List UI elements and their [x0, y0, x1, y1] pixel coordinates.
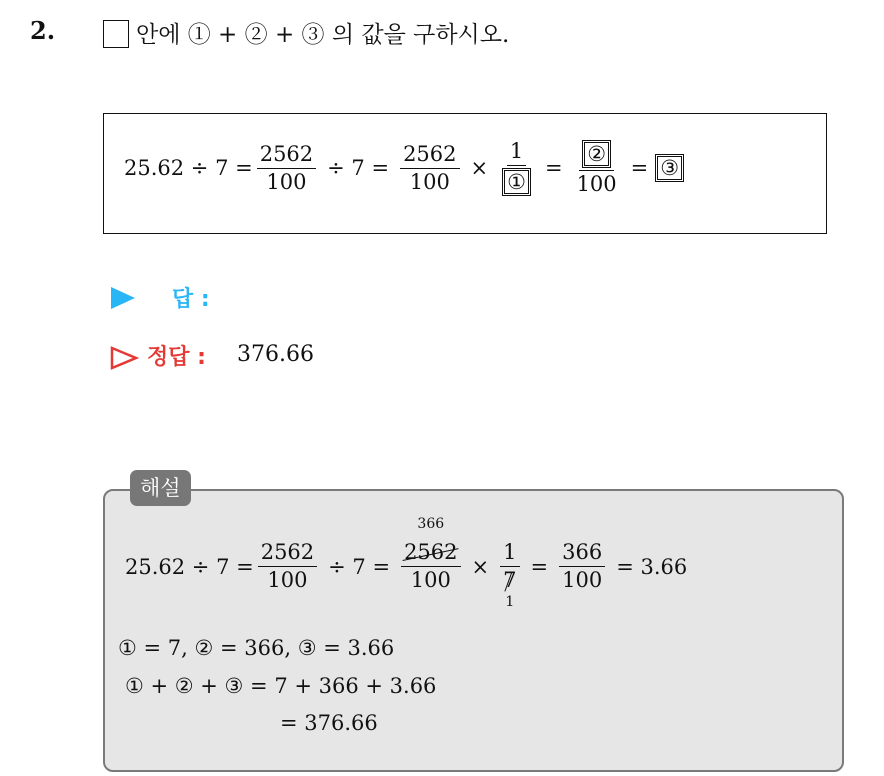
question-number: 2.: [30, 16, 56, 45]
fraction-3: [499, 140, 534, 196]
exp-fraction-4: [559, 541, 605, 592]
exp-fraction-1-den: 100: [267, 568, 308, 593]
exp-times-sign: ×: [471, 554, 490, 579]
cancel-bottom-value: 1: [505, 593, 515, 610]
solution-arrow-icon: [109, 345, 139, 371]
exp-result: = 3.66: [616, 554, 688, 579]
exp-fraction-2-num: 2562: [404, 540, 458, 564]
explanation-panel: [103, 489, 844, 772]
times-sign: ×: [470, 156, 489, 181]
equals-sign-1: =: [544, 156, 563, 181]
problem-equation: [124, 140, 684, 196]
exp-fraction-2: [401, 516, 460, 593]
exp-fraction-2-den: 100: [410, 568, 451, 593]
fraction-1-num: 2562: [257, 143, 316, 169]
fraction-4: [574, 140, 620, 196]
exp-fraction-3: [500, 540, 519, 610]
exp-fraction-4-den: 100: [562, 568, 603, 593]
fraction-3-num: 1: [507, 140, 526, 166]
solution-label: 정답 :: [147, 345, 206, 370]
blank-1-box: [502, 168, 531, 196]
blank-3-box: [655, 154, 684, 182]
cancel-top-value: 366: [417, 516, 445, 532]
exp-fraction-1: [258, 541, 317, 592]
answer-label: 답 :: [172, 287, 210, 312]
blank-2: ②: [584, 142, 609, 166]
solution-value: 376.66: [237, 342, 314, 367]
exp-start: 25.62 ÷ 7 =: [125, 554, 254, 579]
explanation-line-2: ① = 7, ② = 366, ③ = 3.66: [118, 636, 395, 660]
exp-divide-seven: ÷ 7 =: [328, 554, 391, 579]
fraction-2: [400, 143, 459, 194]
explanation-line-4: = 376.66: [280, 711, 378, 735]
exp-fraction-3-den: 7: [503, 568, 517, 593]
blank-box: [103, 20, 129, 48]
explanation-tag: 해설: [130, 470, 191, 506]
equals-sign-2: =: [630, 156, 649, 181]
exp-fraction-3-num: 1: [500, 541, 519, 567]
explanation-line-3: ① + ② + ③ = 7 + 366 + 3.66: [125, 674, 437, 698]
question-text: 안에 ① + ② + ③ 의 값을 구하시오.: [136, 22, 510, 48]
fraction-4-den: 100: [576, 172, 617, 197]
exp-equals-sign: =: [530, 554, 549, 579]
problem-start: 25.62 ÷ 7 =: [124, 156, 253, 181]
explanation-line-1: [125, 516, 694, 610]
exp-fraction-4-num: 366: [559, 541, 605, 567]
fraction-2-den: 100: [409, 169, 450, 194]
blank-3: ③: [657, 156, 682, 180]
answer-arrow-icon: [111, 287, 135, 309]
blank-2-box: [582, 140, 611, 168]
divide-seven: ÷ 7 =: [327, 156, 390, 181]
fraction-1-den: 100: [266, 169, 307, 194]
blank-1: ①: [504, 170, 529, 194]
fraction-2-num: 2562: [400, 143, 459, 169]
exp-fraction-1-num: 2562: [258, 541, 317, 567]
fraction-1: [257, 143, 316, 194]
problem-box: [103, 113, 827, 234]
